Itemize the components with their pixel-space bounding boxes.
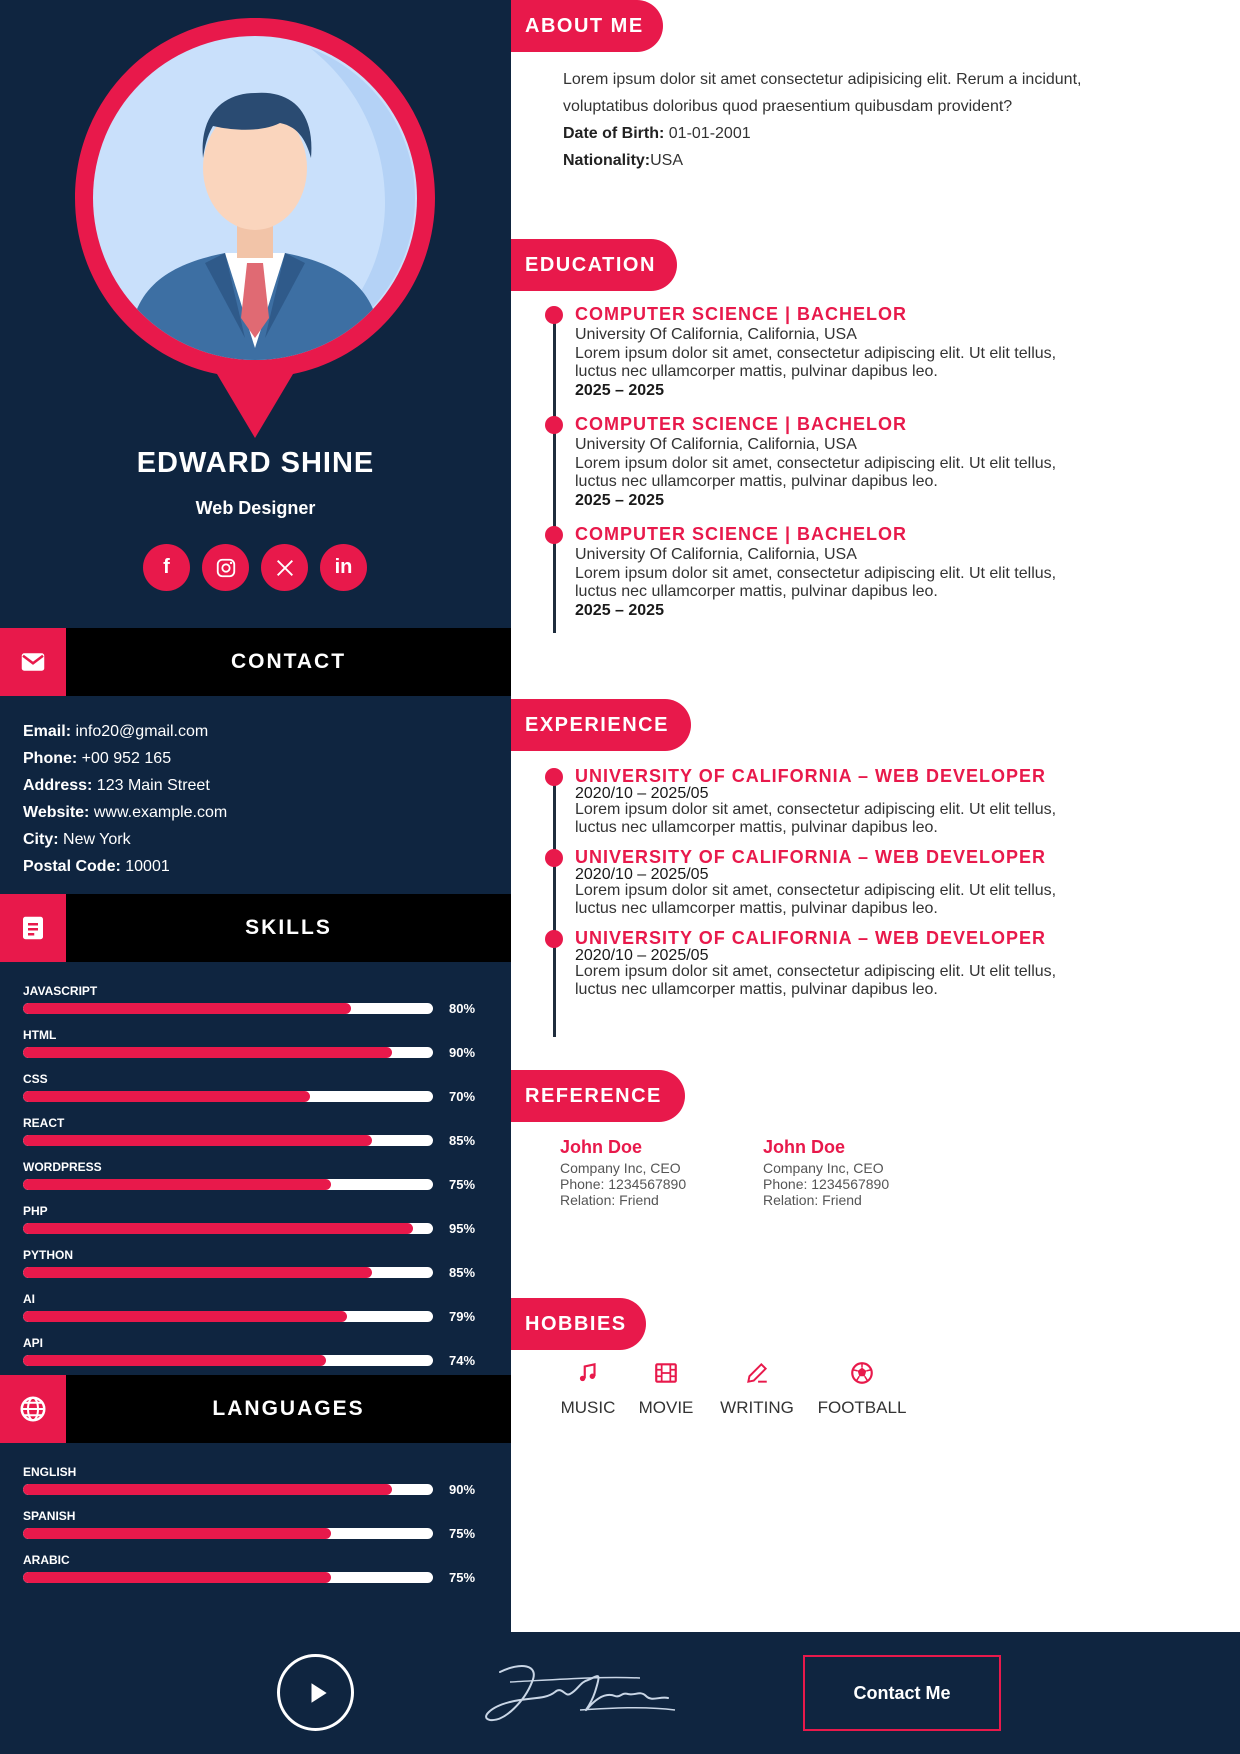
skill-item — [23, 1334, 493, 1378]
education-title: COMPUTER SCIENCE | BACHELOR — [575, 524, 908, 544]
education-item — [575, 303, 1175, 401]
skill-item — [23, 1246, 493, 1290]
education-title: COMPUTER SCIENCE | BACHELOR — [575, 304, 908, 324]
experience-desc-2: luctus nec ullamcorper mattis, pulvinar dapibus leo. — [575, 900, 938, 917]
experience-title: UNIVERSITY OF CALIFORNIA – WEB DEVELOPER — [575, 928, 1047, 948]
skill-track — [23, 1003, 433, 1014]
hobby-writing — [714, 1360, 800, 1418]
experience-desc-2: luctus nec ullamcorper mattis, pulvinar dapibus leo. — [575, 981, 938, 998]
skill-fill — [23, 1267, 372, 1278]
skill-percent: 79% — [449, 1309, 476, 1324]
skill-percent: 90% — [449, 1045, 476, 1060]
contact-city: City: New York — [23, 831, 131, 848]
linkedin-icon[interactable]: in — [320, 544, 367, 591]
education-school: University Of California, California, USA — [575, 436, 857, 453]
reference-card — [560, 1134, 760, 1208]
reference-header: REFERENCE — [511, 1070, 685, 1122]
language-percent: 90% — [449, 1482, 476, 1497]
skill-item — [23, 1202, 493, 1246]
language-fill — [23, 1528, 331, 1539]
skill-item — [23, 1290, 493, 1334]
language-track — [23, 1484, 433, 1495]
globe-icon — [0, 1375, 66, 1443]
skill-track — [23, 1135, 433, 1146]
language-percent: 75% — [449, 1570, 476, 1585]
skill-item — [23, 1026, 493, 1070]
skill-item — [23, 1158, 493, 1202]
education-desc-2: luctus nec ullamcorper mattis, pulvinar dapibus leo. — [575, 363, 938, 380]
language-fill — [23, 1572, 331, 1583]
experience-desc-1: Lorem ipsum dolor sit amet, consectetur adipiscing elit. Ut elit tellus, — [575, 801, 1057, 818]
contact-website: Website: www.example.com — [23, 804, 228, 821]
social-links — [143, 544, 367, 591]
timeline-line — [553, 777, 556, 1037]
skills-list — [23, 982, 493, 1378]
timeline-dot — [545, 526, 563, 544]
reference-card — [763, 1134, 963, 1208]
skill-percent: 85% — [449, 1133, 476, 1148]
timeline-dot — [545, 416, 563, 434]
experience-desc-1: Lorem ipsum dolor sit amet, consectetur adipiscing elit. Ut elit tellus, — [575, 882, 1057, 899]
pencil-icon — [744, 1360, 770, 1386]
hobby-label: MUSIC — [560, 1398, 616, 1417]
skill-name: AI — [23, 1292, 35, 1306]
education-header: EDUCATION — [511, 239, 677, 291]
experience-item — [575, 765, 1175, 837]
skill-percent: 80% — [449, 1001, 476, 1016]
skill-name: REACT — [23, 1116, 65, 1130]
skill-percent: 75% — [449, 1177, 476, 1192]
language-name: ARABIC — [23, 1553, 70, 1567]
experience-item — [575, 927, 1175, 999]
play-icon — [305, 1680, 331, 1706]
reference-company: Company Inc, CEO — [763, 1160, 884, 1176]
experience-title: UNIVERSITY OF CALIFORNIA – WEB DEVELOPER — [575, 766, 1047, 786]
skill-fill — [23, 1003, 351, 1014]
about-section — [563, 66, 1123, 174]
language-fill — [23, 1484, 392, 1495]
profile-name: EDWARD SHINE — [136, 447, 375, 479]
contact-header — [0, 628, 511, 696]
skill-percent: 95% — [449, 1221, 476, 1236]
football-icon — [849, 1360, 875, 1386]
education-desc-2: luctus nec ullamcorper mattis, pulvinar dapibus leo. — [575, 583, 938, 600]
contact-postal-code: Postal Code: 10001 — [23, 858, 170, 875]
experience-dates: 2020/10 – 2025/05 — [575, 866, 709, 883]
skill-track — [23, 1091, 433, 1102]
skill-fill — [23, 1355, 326, 1366]
language-item — [23, 1551, 493, 1595]
skill-name: PHP — [23, 1204, 48, 1218]
hobby-movie — [636, 1360, 696, 1418]
footer — [0, 1632, 1240, 1754]
skill-name: CSS — [23, 1072, 48, 1086]
reference-relation: Relation: Friend — [763, 1192, 862, 1208]
skill-name: HTML — [23, 1028, 57, 1042]
skill-name: WORDPRESS — [23, 1160, 102, 1174]
instagram-icon[interactable] — [202, 544, 249, 591]
timeline-dot — [545, 849, 563, 867]
about-text-line-1: Lorem ipsum dolor sit amet consectetur adipisicing elit. Rerum a incidunt, — [563, 71, 1082, 88]
education-timeline — [553, 303, 1173, 638]
hobby-music — [558, 1360, 618, 1418]
x-icon[interactable] — [261, 544, 308, 591]
contact-title: CONTACT — [230, 650, 347, 673]
experience-dates: 2020/10 – 2025/05 — [575, 947, 709, 964]
contact-email: Email: info20@gmail.com — [23, 723, 209, 740]
skill-fill — [23, 1223, 413, 1234]
education-school: University Of California, California, USA — [575, 326, 857, 343]
experience-title: UNIVERSITY OF CALIFORNIA – WEB DEVELOPER — [575, 847, 1047, 867]
reference-name: John Doe — [560, 1137, 643, 1157]
music-icon — [575, 1360, 601, 1386]
hobby-label: WRITING — [720, 1398, 794, 1417]
reference-relation: Relation: Friend — [560, 1192, 659, 1208]
profile-photo — [75, 18, 435, 438]
skill-percent: 70% — [449, 1089, 476, 1104]
languages-header — [0, 1375, 511, 1443]
about-dob: Date of Birth: 01-01-2001 — [563, 125, 751, 142]
reference-phone: Phone: 1234567890 — [560, 1176, 687, 1192]
about-text-line-2: voluptatibus doloribus quod praesentium quibusdam provident? — [563, 98, 1013, 115]
timeline-dot — [545, 306, 563, 324]
mail-icon — [0, 628, 66, 696]
reference-phone: Phone: 1234567890 — [763, 1176, 890, 1192]
contact-phone: Phone: +00 952 165 — [23, 750, 172, 767]
skill-track — [23, 1311, 433, 1322]
contact-me-button[interactable]: Contact Me — [803, 1655, 1001, 1731]
skill-track — [23, 1047, 433, 1058]
skills-title: SKILLS — [245, 916, 332, 939]
skills-header — [0, 894, 511, 962]
skill-track — [23, 1223, 433, 1234]
education-item — [575, 413, 1175, 511]
play-button[interactable] — [277, 1654, 354, 1731]
education-desc-1: Lorem ipsum dolor sit amet, consectetur adipiscing elit. Ut elit tellus, — [575, 455, 1057, 472]
avatar — [75, 18, 435, 438]
signature — [470, 1652, 690, 1734]
language-item — [23, 1463, 493, 1507]
skill-fill — [23, 1135, 372, 1146]
about-header: ABOUT ME — [511, 0, 663, 52]
skill-name: API — [23, 1336, 44, 1350]
language-percent: 75% — [449, 1526, 476, 1541]
experience-desc-2: luctus nec ullamcorper mattis, pulvinar dapibus leo. — [575, 819, 938, 836]
education-desc-1: Lorem ipsum dolor sit amet, consectetur adipiscing elit. Ut elit tellus, — [575, 345, 1057, 362]
hobbies-header: HOBBIES — [511, 1298, 646, 1350]
education-item — [575, 523, 1175, 621]
hobby-label: FOOTBALL — [817, 1398, 907, 1417]
timeline-line — [553, 315, 556, 633]
education-desc-1: Lorem ipsum dolor sit amet, consectetur adipiscing elit. Ut elit tellus, — [575, 565, 1057, 582]
hobby-label: MOVIE — [638, 1398, 694, 1417]
language-name: ENGLISH — [23, 1465, 77, 1479]
experience-item — [575, 846, 1175, 918]
languages-list — [23, 1463, 493, 1595]
skill-fill — [23, 1047, 392, 1058]
reference-name: John Doe — [763, 1137, 846, 1157]
language-name: SPANISH — [23, 1509, 76, 1523]
experience-dates: 2020/10 – 2025/05 — [575, 785, 709, 802]
timeline-dot — [545, 930, 563, 948]
education-years: 2025 – 2025 — [575, 382, 664, 399]
contact-address: Address: 123 Main Street — [23, 777, 210, 794]
skill-item — [23, 1070, 493, 1114]
education-school: University Of California, California, USA — [575, 546, 857, 563]
education-years: 2025 – 2025 — [575, 492, 664, 509]
contact-list — [23, 718, 493, 880]
skill-item — [23, 1114, 493, 1158]
skill-name: JAVASCRIPT — [23, 984, 98, 998]
skill-name: PYTHON — [23, 1248, 74, 1262]
education-title: COMPUTER SCIENCE | BACHELOR — [575, 414, 908, 434]
skill-track — [23, 1267, 433, 1278]
education-desc-2: luctus nec ullamcorper mattis, pulvinar dapibus leo. — [575, 473, 938, 490]
timeline-dot — [545, 768, 563, 786]
skill-item — [23, 982, 493, 1026]
skill-percent: 85% — [449, 1265, 476, 1280]
skill-fill — [23, 1179, 331, 1190]
skill-fill — [23, 1091, 310, 1102]
skill-fill — [23, 1311, 347, 1322]
profile-role: Web Designer — [195, 498, 316, 518]
reference-company: Company Inc, CEO — [560, 1160, 681, 1176]
about-nationality: Nationality:USA — [563, 152, 684, 169]
languages-title: LANGUAGES — [212, 1397, 365, 1420]
sidebar — [0, 0, 511, 1632]
education-years: 2025 – 2025 — [575, 602, 664, 619]
language-track — [23, 1528, 433, 1539]
language-track — [23, 1572, 433, 1583]
skill-track — [23, 1179, 433, 1190]
skill-track — [23, 1355, 433, 1366]
experience-desc-1: Lorem ipsum dolor sit amet, consectetur adipiscing elit. Ut elit tellus, — [575, 963, 1057, 980]
skill-percent: 74% — [449, 1353, 476, 1368]
hobby-football — [814, 1360, 910, 1418]
film-icon — [653, 1360, 679, 1386]
experience-header: EXPERIENCE — [511, 699, 691, 751]
document-icon — [0, 894, 66, 962]
language-item — [23, 1507, 493, 1551]
experience-timeline — [553, 765, 1173, 1030]
facebook-icon[interactable]: f — [143, 544, 190, 591]
